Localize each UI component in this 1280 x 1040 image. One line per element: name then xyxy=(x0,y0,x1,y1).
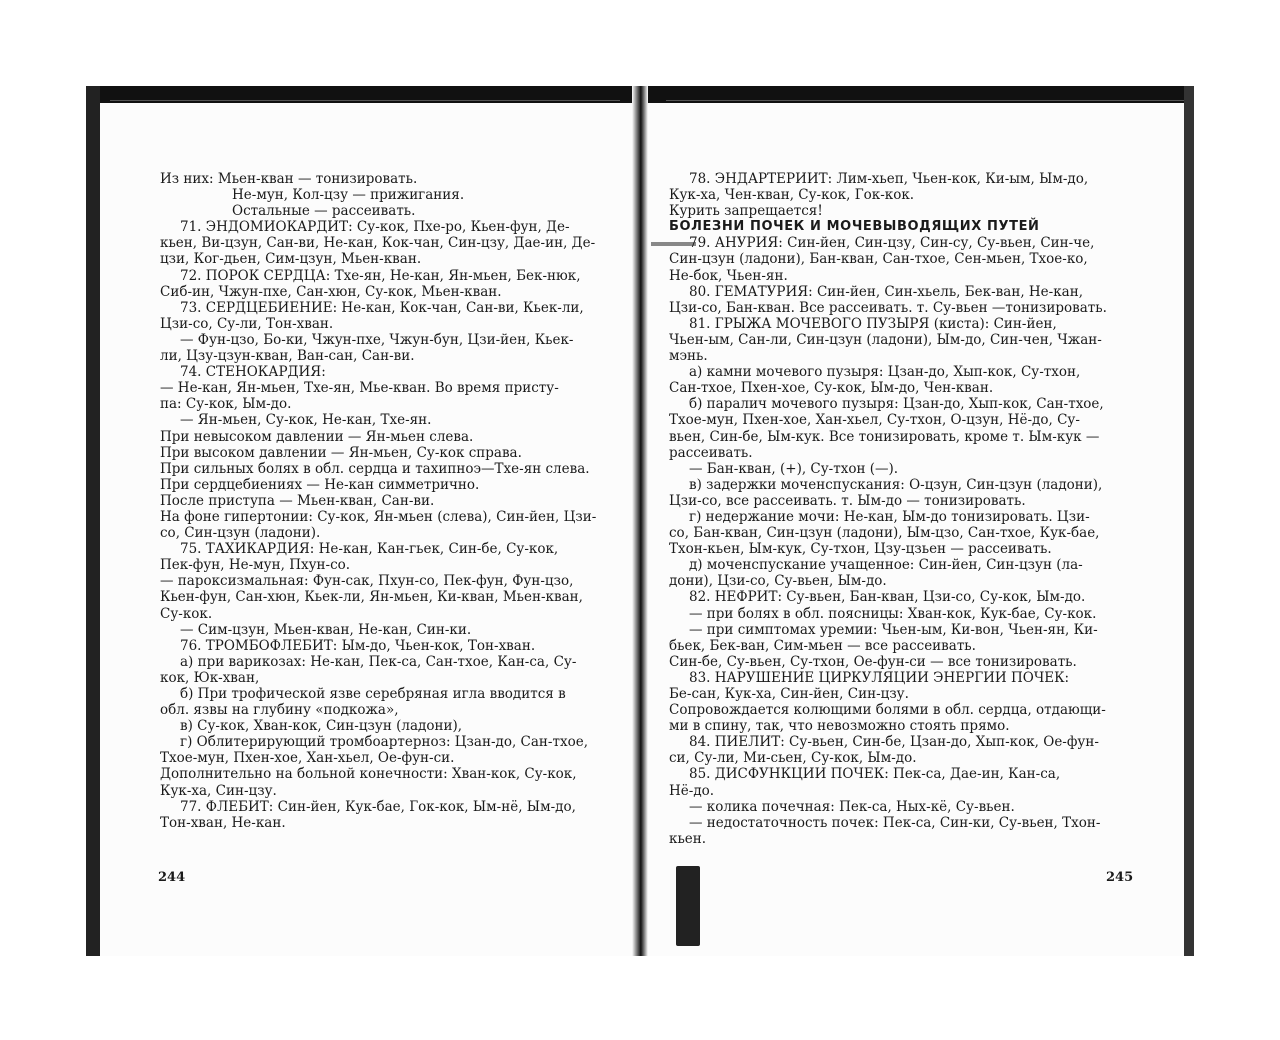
text-line: Тхое-мун, Пхен-хое, Хан-хьел, Су-тхон, О-цзун, Нё-до, Су- xyxy=(669,412,1080,429)
text-line: Су-кок. xyxy=(160,605,213,622)
text-line: обл. язвы на глубину «подкожа», xyxy=(160,702,399,719)
text-line: кок, Юк-хван, xyxy=(160,669,260,686)
text-line: а) при варикозах: Не-кан, Пек-са, Сан-тхое, Кан-са, Су- xyxy=(180,653,577,670)
text-line: Остальные — рассеивать. xyxy=(232,203,416,220)
right-page-text xyxy=(669,171,1109,847)
section-heading: БОЛЕЗНИ ПОЧЕК И МОЧЕВЫВОДЯЩИХ ПУТЕЙ xyxy=(669,219,1040,235)
text-line: Пек-фун, Не-мун, Пхун-со. xyxy=(160,557,351,574)
book-spread xyxy=(86,86,1194,956)
text-line: бьек, Бек-ван, Сим-мьен — все рассеивать. xyxy=(669,637,976,654)
text-line: Дополнительно на больной конечности: Хван-кок, Су-кок, xyxy=(160,766,577,783)
right-page-number: 245 xyxy=(1106,870,1134,885)
text-line: Бе-сан, Кук-ха, Син-йен, Син-цзу. xyxy=(669,686,909,702)
text-line: При невысоком давлении — Ян-мьен слева. xyxy=(160,428,474,445)
text-line: Нё-до. xyxy=(669,782,715,799)
text-line: — при болях в обл. поясницы: Хван-кок, Кук-бае, Су-кок. xyxy=(689,605,1097,622)
text-line: После приступа — Мьен-кван, Сан-ви. xyxy=(160,492,435,509)
text-line: — колика почечная: Пек-са, Ных-кё, Су-вьен. xyxy=(689,798,1015,815)
text-line: 73. СЕРДЦЕБИЕНИЕ: Не-кан, Кок-чан, Сан-ви, Кьек-ли, xyxy=(180,299,584,316)
text-line: — Не-кан, Ян-мьен, Тхе-ян, Мье-кван. Во время присту- xyxy=(160,380,559,397)
text-line: в) Су-кок, Хван-кок, Син-цзун (ладони), xyxy=(180,718,463,735)
text-line: со, Син-цзун (ладони). xyxy=(160,525,321,542)
scan-right-edge xyxy=(1184,86,1194,956)
text-line: си, Су-ли, Ми-сьен, Су-кок, Ым-до. xyxy=(669,750,917,767)
text-line: кьен, Ви-цзун, Сан-ви, Не-кан, Кок-чан, Син-цзу, Дае-ин, Де- xyxy=(160,235,596,252)
text-line: — при симптомах уремии: Чьен-ым, Ки-вон, Чьен-ян, Ки- xyxy=(689,621,1098,638)
left-page-number: 244 xyxy=(158,870,186,885)
text-line: мэнь. xyxy=(669,348,708,365)
text-line: Тон-хван, Не-кан. xyxy=(160,814,286,831)
text-line: Не-мун, Кол-цзу — прижигания. xyxy=(232,187,465,204)
text-line: — Сим-цзун, Мьен-кван, Не-кан, Син-ки. xyxy=(180,621,472,638)
text-line: 85. ДИСФУНКЦИИ ПОЧЕК: Пек-са, Дае-ин, Кан-са, xyxy=(689,766,1061,783)
text-line: 74. СТЕНОКАРДИЯ: xyxy=(180,364,326,381)
text-line: па: Су-кок, Ым-до. xyxy=(160,396,292,413)
text-line: рассеивать. xyxy=(669,444,753,461)
text-line: Кьен-фун, Сан-хюн, Кьек-ли, Ян-мьен, Ки-кван, Мьен-кван, xyxy=(160,589,583,606)
scan-smudge xyxy=(676,866,700,946)
text-line: 75. ТАХИКАРДИЯ: Не-кан, Кан-гьек, Син-бе, Су-кок, xyxy=(180,541,559,558)
text-line: При высоком давлении — Ян-мьен, Су-кок справа. xyxy=(160,444,522,461)
left-page-top-rule xyxy=(110,100,620,101)
text-line: ми в спину, так, что невозможно стоять прямо. xyxy=(669,718,1010,735)
text-line: вьен, Син-бе, Ым-кук. Все тонизировать, кроме т. Ым-кук — xyxy=(669,428,1100,445)
right-page-top-rule xyxy=(666,100,1186,101)
text-line: дони), Цзи-со, Су-вьен, Ым-до. xyxy=(669,573,887,590)
text-line: Чьен-ым, Сан-ли, Син-цзун (ладони), Ым-до, Син-чен, Чжан- xyxy=(669,331,1102,348)
text-line: 80. ГЕМАТУРИЯ: Син-йен, Син-хьель, Бек-ван, Не-кан, xyxy=(689,283,1083,300)
text-line: д) моченспускание учащенное: Син-йен, Син-цзун (ла- xyxy=(689,557,1083,574)
book-gutter xyxy=(632,86,648,956)
text-line: в) задержки моченспускания: О-цзун, Син-цзун (ладони), xyxy=(689,476,1103,493)
text-line: 79. АНУРИЯ: Син-йен, Син-цзу, Син-су, Су-вьен, Син-че, xyxy=(689,235,1095,252)
text-line: 83. НАРУШЕНИЕ ЦИРКУЛЯЦИИ ЭНЕРГИИ ПОЧЕК: xyxy=(689,669,1070,686)
text-line: Цзи-со, Су-ли, Тон-хван. xyxy=(160,315,334,332)
left-page-text xyxy=(160,171,600,831)
text-line: Кук-ха, Чен-кван, Су-кок, Гок-кок. xyxy=(669,187,915,204)
text-line: Не-бок, Чьен-ян. xyxy=(669,267,788,284)
text-line: б) паралич мочевого пузыря: Цзан-до, Хып-кок, Сан-тхое, xyxy=(689,396,1104,413)
text-line: Из них: Мьен-кван — тонизировать. xyxy=(160,171,418,187)
text-line: со, Бан-кван, Син-цзун (ладони), Ым-цзо, Сан-тхое, Кук-бае, xyxy=(669,525,1100,542)
text-line: При сердцебиениях — Не-кан симметрично. xyxy=(160,476,480,493)
text-line: 84. ПИЕЛИТ: Су-вьен, Син-бе, Цзан-до, Хып-кок, Ое-фун- xyxy=(689,734,1099,751)
text-line: г) недержание мочи: Не-кан, Ым-до тонизировать. Цзи- xyxy=(689,508,1090,525)
text-line: 71. ЭНДОМИОКАРДИТ: Су-кок, Пхе-ро, Кьен-фун, Де- xyxy=(180,219,570,236)
scan-left-edge xyxy=(86,86,100,956)
text-line: г) Облитерирующий тромбоартерноз: Цзан-до, Сан-тхое, xyxy=(180,734,588,751)
text-line: Сан-тхое, Пхен-хое, Су-кок, Ым-до, Чен-кван. xyxy=(669,380,994,397)
text-line: При сильных болях в обл. сердца и тахипноэ—Тхе-ян слева. xyxy=(160,460,590,477)
text-line: Кук-ха, Син-цзу. xyxy=(160,782,277,799)
text-line: цзи, Ког-дьен, Сим-цзун, Мьен-кван. xyxy=(160,251,422,268)
text-line: Цзи-со, Бан-кван. Все рассеивать. т. Су-вьен —тонизировать. xyxy=(669,299,1107,316)
text-line: ли, Цзу-цзун-кван, Ван-сан, Сан-ви. xyxy=(160,348,415,365)
text-line: Цзи-со, все рассеивать. т. Ым-до — тонизировать. xyxy=(669,492,1026,509)
text-line: На фоне гипертонии: Су-кок, Ян-мьен (слева), Син-йен, Цзи- xyxy=(160,508,597,525)
text-line: — недостаточность почек: Пек-са, Син-ки, Су-вьен, Тхон- xyxy=(689,814,1101,831)
text-line: — Бан-кван, (+), Су-тхон (—). xyxy=(689,460,899,477)
text-line: Сопровождается колющими болями в обл. сердца, отдающи- xyxy=(669,702,1106,719)
text-line: Син-цзун (ладони), Бан-кван, Сан-тхое, Сен-мьен, Тхое-ко, xyxy=(669,251,1088,268)
text-line: 82. НЕФРИТ: Су-вьен, Бан-кван, Цзи-со, Су-кок, Ым-до. xyxy=(689,589,1086,606)
text-line: Син-бе, Су-вьен, Су-тхон, Ое-фун-си — все тонизировать. xyxy=(669,653,1077,670)
text-line: кьен. xyxy=(669,830,707,847)
text-line: 77. ФЛЕБИТ: Син-йен, Кук-бае, Гок-кок, Ым-нё, Ым-до, xyxy=(180,798,576,815)
text-line: Курить запрещается! xyxy=(669,203,823,220)
text-line: а) камни мочевого пузыря: Цзан-до, Хып-кок, Су-тхон, xyxy=(689,364,1081,381)
text-line: — Ян-мьен, Су-кок, Не-кан, Тхе-ян. xyxy=(180,412,432,429)
text-line: 72. ПОРОК СЕРДЦА: Тхе-ян, Не-кан, Ян-мьен, Бек-нюк, xyxy=(180,267,581,284)
text-line: 81. ГРЫЖА МОЧЕВОГО ПУЗЫРЯ (киста): Син-йен, xyxy=(689,315,1057,332)
text-line: 76. ТРОМБОФЛЕБИТ: Ым-до, Чьен-кок, Тон-хван. xyxy=(180,637,536,654)
text-line: 78. ЭНДАРТЕРИИТ: Лим-хьеп, Чьен-кок, Ки-ым, Ым-до, xyxy=(689,171,1089,187)
text-line: Тхон-кьен, Ым-кук, Су-тхон, Цзу-цзьен — рассеивать. xyxy=(669,541,1052,558)
text-line: — Фун-цзо, Бо-ки, Чжун-пхе, Чжун-бун, Цзи-йен, Кьек- xyxy=(180,331,574,348)
text-line: — пароксизмальная: Фун-сак, Пхун-со, Пек-фун, Фун-цзо, xyxy=(160,573,574,590)
text-line: Тхое-мун, Пхен-хое, Хан-хьел, Ое-фун-си. xyxy=(160,750,455,767)
text-line: б) При трофической язве серебряная игла вводится в xyxy=(180,686,566,702)
text-line: Сиб-ин, Чжун-пхе, Сан-хюн, Су-кок, Мьен-кван. xyxy=(160,283,502,300)
